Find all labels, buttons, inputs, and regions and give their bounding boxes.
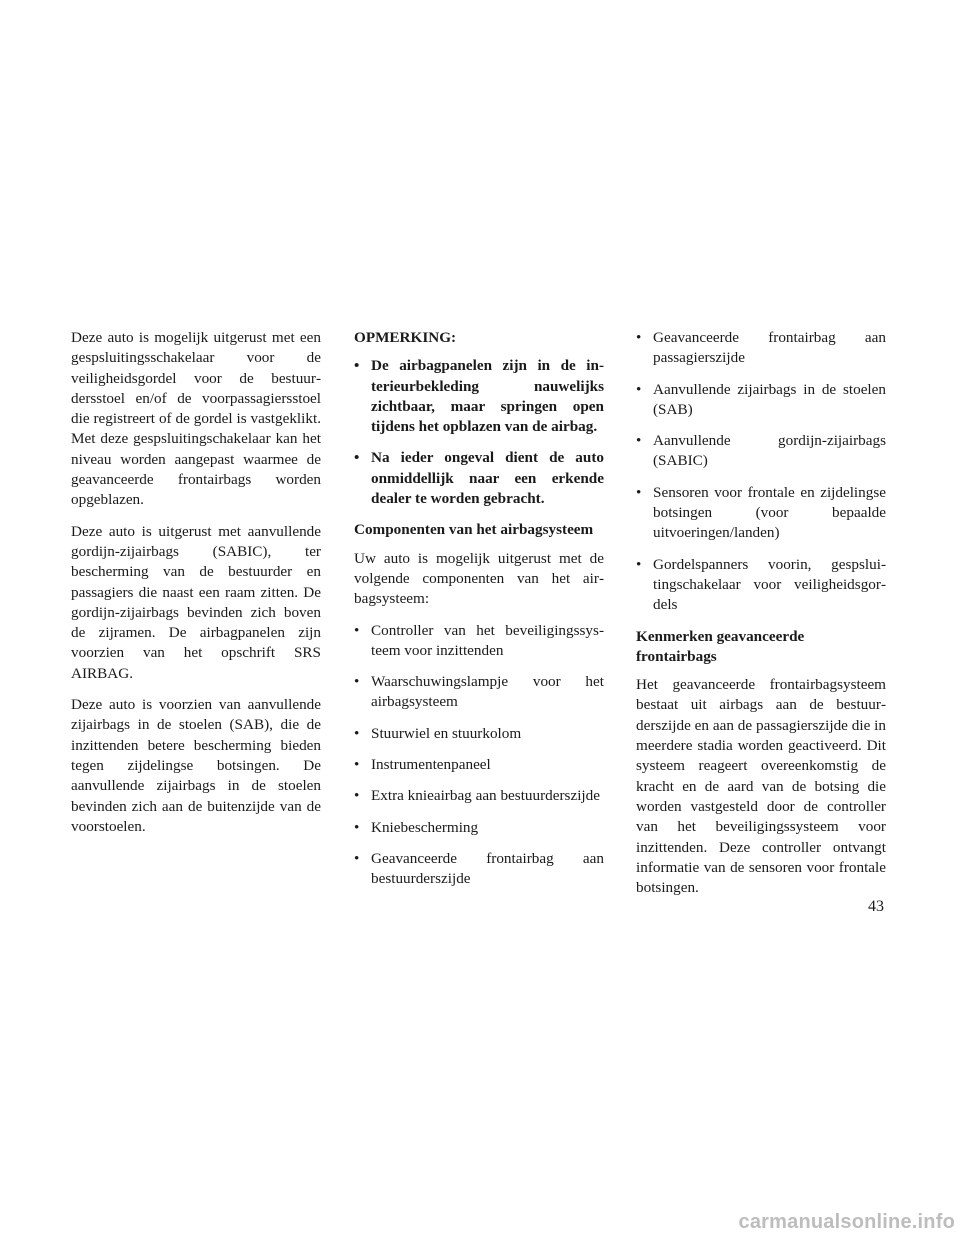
list-item: • Extra knieairbag aan bestuurderszijde (354, 786, 604, 806)
column-left (71, 328, 321, 848)
section-heading-advanced-frontairbags: Kenmerken geavanceerde frontairbags (636, 627, 805, 665)
list-item: • Stuurwiel en stuurkolom (354, 724, 604, 744)
note-item: • Na ieder ongeval dient de auto onmiddellijk naar een erkende dealer te worden gebracht. (354, 448, 604, 509)
list-item: • Aanvullende zijairbags in de stoelen (SAB) (636, 380, 886, 421)
paragraph-seat-airbags: Deze auto is voorzien van aanvullende zijairbags in de stoelen (SAB), die de inzittenden betere bescherming bieden tegen zijdelingse botsingen. De aanvullende zijairbags in de stoelen bevinden zich aan de buitenzijde van de voorstoelen. (71, 696, 321, 835)
paragraph-curtain-airbags: Deze auto is uitgerust met aanvullende gordijn-zijairbags (SABIC), ter bescherming van de bestuurder en passagiers die naast een raam zitten. De gordijn-zijairbags bevinden zich boven de zijramen. De airbagpanelen zijn voorzien van het opschrift SRS AIRBAG. (71, 522, 321, 682)
list-item: • Kniebescherming (354, 818, 604, 838)
list-item: • Aanvullende gordijn-zijairbags (SABIC) (636, 431, 886, 472)
components-list (354, 621, 604, 890)
section-heading-components: Componenten van het airbagsysteem (354, 521, 594, 539)
watermark: carmanualsonline.info (738, 1211, 955, 1233)
page-number: 43 (868, 898, 884, 915)
list-item: • Controller van het beveiligingssysteem voor inzittenden (354, 621, 604, 662)
note-heading: OPMERKING: (354, 329, 457, 346)
paragraph-belt-switch: Deze auto is mogelijk uitgerust met een gespsluitingsschakelaar voor de veiligheidsgordel voor de bestuurdersstoel en/of de voorpassagiersstoel die registreert of de gordel is vastgeklikt. Met deze gespsluitingschakelaar kan het niveau worden aangepast waarmee de geavanceerde frontairbags worden opgeblazen. (71, 329, 321, 509)
list-item: • Geavanceerde frontairbag aan bestuurderszijde (354, 849, 604, 890)
column-middle (354, 328, 604, 901)
paragraph-advanced-frontairbags: Het geavanceerde frontairbagsysteem bestaat uit airbags aan de bestuurderszijde en aan de passagierszijde die in meerdere stadia worden geactiveerd. Dit systeem reageert overeenkomstig de kracht en de aard van de botsing die worden vastgesteld door de controller van het beveiligingssysteem voor inzittenden. Deze controller ontvangt informatie van de sensoren voor frontale botsingen. (636, 676, 886, 897)
list-item: • Gordelspanners voorin, gespsluitingschakelaar voor veiligheidsgordels (636, 555, 886, 616)
list-item: • Waarschuwingslampje voor het airbagsysteem (354, 672, 604, 713)
note-list (354, 356, 604, 509)
list-item: • Geavanceerde frontairbag aan passagierszijde (636, 328, 886, 369)
note-item: • De airbagpanelen zijn in de interieurbekleding nauwelijks zichtbaar, maar springen open tijdens het opblazen van de airbag. (354, 356, 604, 437)
components-intro: Uw auto is mogelijk uitgerust met de volgende componenten van het airbagsysteem: (354, 549, 604, 608)
column-right (636, 328, 886, 909)
components-list-continued (636, 328, 886, 616)
list-item: • Instrumentenpaneel (354, 755, 604, 775)
list-item: • Sensoren voor frontale en zijdelingse botsingen (voor bepaalde uitvoeringen/landen) (636, 483, 886, 544)
